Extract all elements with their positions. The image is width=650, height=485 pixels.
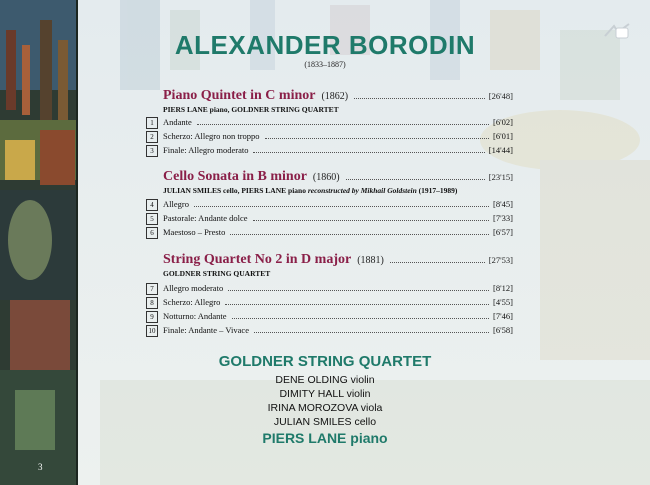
member-instrument: cello <box>354 416 377 428</box>
track-name: Scherzo: Allegro non troppo <box>163 131 260 141</box>
track-name: Allegro <box>163 199 189 209</box>
track-row <box>146 213 513 225</box>
reconstruction-note: reconstructed by Mikhail Goldstein <box>307 186 417 195</box>
work-duration: [23'15] <box>488 172 513 182</box>
track-number: 10 <box>146 325 158 337</box>
leader-dots <box>230 234 489 235</box>
track-row <box>146 325 513 337</box>
track-row <box>146 131 513 143</box>
track-number: 9 <box>146 311 158 323</box>
track-duration: [14'44] <box>488 145 513 155</box>
work-title: String Quartet No 2 in D major <box>163 252 352 267</box>
track-number: 6 <box>146 227 158 239</box>
work-performers <box>163 186 513 195</box>
track-duration: [7'46] <box>493 311 513 321</box>
track-name: Pastorale: Andante dolce <box>163 213 248 223</box>
track-name: Maestoso – Presto <box>163 227 226 237</box>
leader-dots <box>390 261 485 263</box>
leader-dots <box>253 152 484 153</box>
track-name: Scherzo: Allegro <box>163 297 221 307</box>
pianist-name: PIERS LANE <box>262 430 347 446</box>
track-name: Andante <box>163 117 192 127</box>
work-year: (1860) <box>312 172 340 183</box>
composer-title: ALEXANDER BORODIN <box>174 30 476 60</box>
leader-dots <box>225 304 489 305</box>
leader-dots <box>346 178 485 180</box>
track-number: 1 <box>146 117 158 129</box>
track-number: 4 <box>146 199 158 211</box>
ensemble-member <box>0 402 650 414</box>
member-name: DENE OLDING <box>275 374 348 386</box>
reconstruction-years: (1917–1989) <box>418 186 458 195</box>
pianist-credit <box>0 430 650 446</box>
track-number: 8 <box>146 297 158 309</box>
leader-dots <box>228 290 489 291</box>
work-performers: GOLDNER STRING QUARTET <box>163 269 271 278</box>
track-row <box>146 297 513 309</box>
leader-dots <box>197 124 489 125</box>
track-number: 2 <box>146 131 158 143</box>
track-duration: [7'33] <box>493 213 513 223</box>
work-duration: [27'53] <box>488 255 513 265</box>
composer-years: (1833–1887) <box>304 60 346 69</box>
member-instrument: violin <box>350 374 375 386</box>
leader-dots <box>253 220 490 221</box>
track-duration: [8'45] <box>493 199 513 209</box>
track-duration: [6'58] <box>493 325 513 335</box>
track-duration: [4'55] <box>493 297 513 307</box>
leader-dots <box>354 97 485 99</box>
work-piano-quintet <box>163 88 513 114</box>
track-duration: [6'01] <box>493 131 513 141</box>
track-row <box>146 283 513 295</box>
member-name: IRINA MOROZOVA <box>267 402 358 414</box>
member-instrument: viola <box>360 402 383 414</box>
work-duration: [26'48] <box>488 91 513 101</box>
track-name: Allegro moderato <box>163 283 224 293</box>
work-title: Piano Quintet in C minor <box>163 88 316 103</box>
work-string-quartet <box>163 252 513 278</box>
track-name: Finale: Allegro moderato <box>163 145 249 155</box>
leader-dots <box>232 318 490 319</box>
track-name: Finale: Andante – Vivace <box>163 325 249 335</box>
track-row <box>146 227 513 239</box>
page-number: 3 <box>38 462 43 472</box>
pianist-instrument: piano <box>350 430 388 446</box>
work-title: Cello Sonata in B minor <box>163 169 307 184</box>
track-number: 5 <box>146 213 158 225</box>
member-instrument: violin <box>346 388 371 400</box>
leader-dots <box>265 138 489 139</box>
track-number: 7 <box>146 283 158 295</box>
work-cello-sonata <box>163 169 513 195</box>
track-name: Notturno: Andante <box>163 311 227 321</box>
track-row <box>146 145 513 157</box>
track-row <box>146 311 513 323</box>
performer-names: JULIAN SMILES cello, PIERS LANE piano <box>163 186 306 195</box>
member-name: JULIAN SMILES <box>273 416 352 428</box>
member-name: DIMITY HALL <box>279 388 344 400</box>
track-duration: [6'57] <box>493 227 513 237</box>
work-year: (1862) <box>321 91 349 102</box>
work-year: (1881) <box>357 255 384 266</box>
track-row <box>146 117 513 129</box>
ensemble-member <box>0 416 650 428</box>
leader-dots <box>254 332 489 333</box>
work-performers: PIERS LANE piano, GOLDNER STRING QUARTET <box>163 105 339 114</box>
track-duration: [6'02] <box>493 117 513 127</box>
track-number: 3 <box>146 145 158 157</box>
track-row <box>146 199 513 211</box>
track-duration: [8'12] <box>493 283 513 293</box>
ensemble-member <box>0 374 650 386</box>
ensemble-name: GOLDNER STRING QUARTET <box>218 353 432 370</box>
ensemble-member <box>0 388 650 400</box>
leader-dots <box>194 206 489 207</box>
